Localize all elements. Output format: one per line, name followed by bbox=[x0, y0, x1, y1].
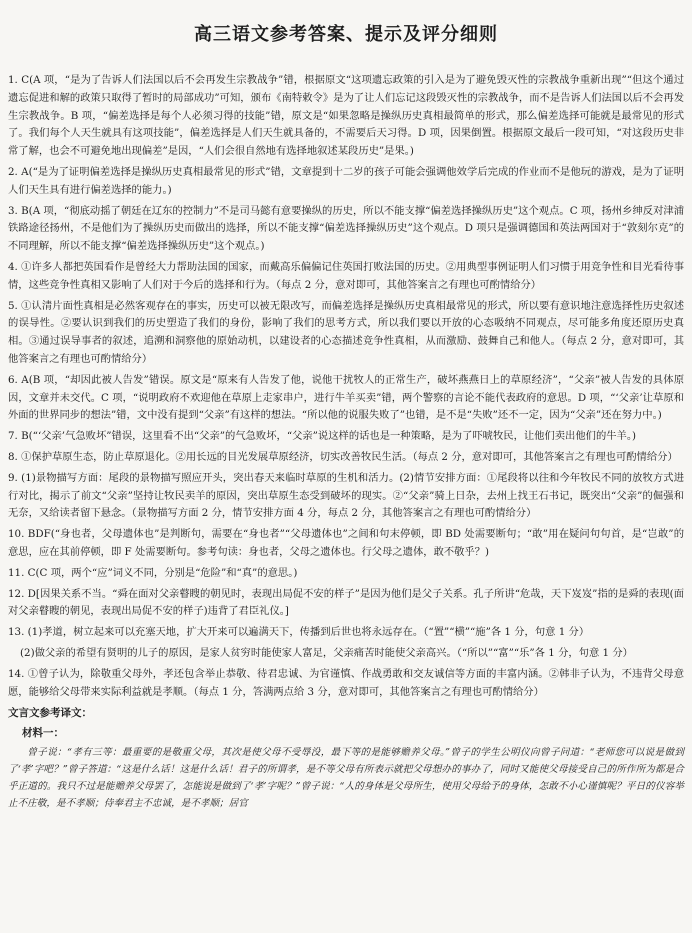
answer-item-13-2: (2)做父亲的希望有贤明的儿子的原因，是家人贫穷时能使家人富足，父亲痛苦时能使父亲高兴。（“所以”“富”“乐”各 1 分，句意 1 分） bbox=[20, 646, 633, 659]
answer-item-3: 3. B(A 项，“彻底动摇了朝廷在辽东的控制力”不是司马懿有意要操纵的历史，所以不能支撑“偏差选择操纵历史”这个观点。C 项，扬州乡绅反对津浦铁路途径扬州，不是他们为了操纵历史而做出的选择，所以不能支撑“偏差选择操纵历史”这个观点。D 项只是强调德国和英法两国对于“敦刻尔克”的不同理解，所以不能支撑“偏差选择操纵历史”这个观点。) bbox=[8, 204, 684, 253]
answer-item-13-1: 13. (1)孝道，树立起来可以充塞天地，扩大开来可以遍满天下，传播到后世也将永远存在。（“置”“横”“施”各 1 分，句意 1 分） bbox=[8, 626, 590, 639]
answer-item-4: 4. ①许多人都把英国看作是曾经大力帮助法国的国家，而戴高乐偏偏记住英国打败法国的历史。②用典型事例证明人们习惯于用竞争性和目光看待事情，这些竞争性真相又影响了人们对于今后的选择和行为。（每点 2 分，意对即可，其他答案言之有理也可酌情给分） bbox=[8, 260, 684, 291]
answer-item-11: 11. C(C 项，两个“应”词义不同，分别是“危险”和“真”的意思。) bbox=[8, 566, 298, 579]
answer-item-7: 7. B(“‘父亲’气急败坏”错误，这里看不出“父亲”的气急败坏，“父亲”说这样的话也是一种策略，是为了吓唬牧民，让他们卖出他们的牛羊。) bbox=[8, 430, 637, 443]
answer-item-14: 14. ①曾子认为，除敬重父母外，孝还包含举止恭敬、待君忠诚、为官谨慎、作战勇敢和交友诚信等方面的丰富内涵。②韩非子认为，不违背父母意愿，能够给父母带来实际利益就是孝顺。（每点 1 分，答满两点给 3 分，意对即可，其他答案言之有理也可酌情给分） bbox=[8, 667, 684, 698]
answer-item-12: 12. D[因果关系不当。“舜在面对父亲瞽瞍的朝见时，表现出局促不安的样子”是因为他们是父子关系。孔子所讲“危哉，天下岌岌”指的是舜的表现(面对父亲瞽瞍的朝见，表现出局促不安的样子)违背了君臣礼仪。] bbox=[8, 587, 684, 618]
material-one-heading: 材料一： bbox=[22, 727, 64, 740]
answer-item-1: 1. C(A 项，“是为了告诉人们法国以后不会再发生宗教战争”错，根据原文“这项遗忘政策的引入是为了避免毁灭性的宗教战争重新出现”“但这个通过遗忘促进和解的政策只取得了暂时的局部成功”可知，颁布《南特敕令》是为了让人们忘记这段毁灭性的宗教战争，而不是告诉人们法国以后不会再发生宗教战争。B 项，“偏差选择是每个人必须习得的技能”错，原文是“如果忽略是操纵历史真相最简单的形式，那么偏差选择可能就是最常见的形式了。我们每个人天生就具有这项技能”，偏差选择是人们天生就具备的，不需要后天习得。D 项，因果倒置。根据原文最后一段可知，“对这段历史非常了解，也会不可避免地出现偏差”是因，“人们会很自然地有选择地叙述某段历史”是果。) bbox=[8, 74, 684, 158]
translation-section-heading: 文言文参考译文： bbox=[8, 707, 92, 720]
answer-item-10: 10. BDF(“身也者，父母遗体也”是判断句，需要在“身也者”“父母遗体也”之间和句末停顿，即 BD 处需要断句；“敢”用在疑问句句首，是“岂敢”的意思，应在其前停顿，即 F 处需要断句。参考句读：身也者，父母之遗体也。行父母之遗体，敢不敬乎？) bbox=[8, 528, 684, 558]
answer-item-2: 2. A(“是为了证明偏差选择是操纵历史真相最常见的形式”错，文章提到十二岁的孩子可能会强调他效学后完成的作业而不是他玩的游戏，是为了证明人们天生具有进行偏差选择的能力。) bbox=[8, 165, 684, 196]
answer-list bbox=[0, 72, 692, 812]
answer-item-6: 6. A(B 项，“却因此被人告发”错误。原文是“原来有人告发了他，说他干扰牧人的正常生产，破坏燕燕日上的草原经济”，“父亲”被人告发的具体原因，文章并未交代。C 项，“说明政府不欢迎他在草原上走家串户，进行牛羊买卖”错，两个警察的言论不能代表政府的意思。D 项，“‘父亲’让草原和外面的世界同步的想法”错，文中没有提到“父亲”有这样的想法。“所以他的说服失败了”也错，是不是“失败”还不一定，因为“父亲”还在努力中。) bbox=[8, 373, 684, 422]
answer-item-8: 8. ①保护草原生态，防止草原退化。②用长远的目光发展草原经济，切实改善牧民生活。（每点 2 分，意对即可，其他答案言之有理也可酌情给分） bbox=[8, 450, 678, 463]
answer-item-9: 9. (1)景物描写方面：尾段的景物描写照应开头，突出春天来临时草原的生机和活力。(2)情节安排方面：①尾段将以往和今年牧民不同的放牧方式进行对比，揭示了前文“父亲”坚持让牧民卖羊的原因，突出草原生态受到破坏的现实。②“父亲”骑上日杂，去州上找王石书记，既突出“父亲”的倔强和无奈，又给读者留下悬念。（景物描写方面 2 分，情节安排方面 4 分，每点 2 分，其他答案言之有理也可酌情给分） bbox=[8, 471, 684, 520]
answer-item-5: 5. ①认清片面性真相是必然客观存在的事实，历史可以被无限改写，而偏差选择是操纵历史真相最常见的形式，所以要有意识地注意选择性历史叙述的误导性。②要认识到我们的历史塑造了我们的身份，影响了我们的思考方式，所以我们要以开放的心态吸纳不同观点，尽可能多角度还原历史真相。③通过误导事者的叙述，追溯和洞察他的原始动机，以建设者的心态描述竞争性真相，从而激励、鼓舞自己和他人。（每点 2 分，意对即可，其他答案言之有理也可酌情给分） bbox=[8, 299, 684, 365]
translation-paragraph: 曾子说：“孝有三等：最重要的是敬重父母，其次是使父母不受辱没，最下等的是能够赡养父母。”曾子的学生公明仪向曾子问道：“老师您可以说是做到了‘孝’字吧？”曾子答道：“这是什么话！这是什么话！君子的所谓孝，是不等父母有所表示就把父母想办的事办了，同时又能使父母接受自己的所作所为都是合乎正道的。我只不过是能赡养父母罢了，怎能说是做到了‘孝’字呢？”曾子说：“人的身体是父母所生，使用父母给予的身体，怎敢不小心谨慎呢？平日的仪容举止不庄敬，是不孝顺；侍奉君主不忠诚，是不孝顺；居官 bbox=[8, 747, 684, 810]
page-title: 高三语文参考答案、提示及评分细则 bbox=[194, 24, 498, 45]
